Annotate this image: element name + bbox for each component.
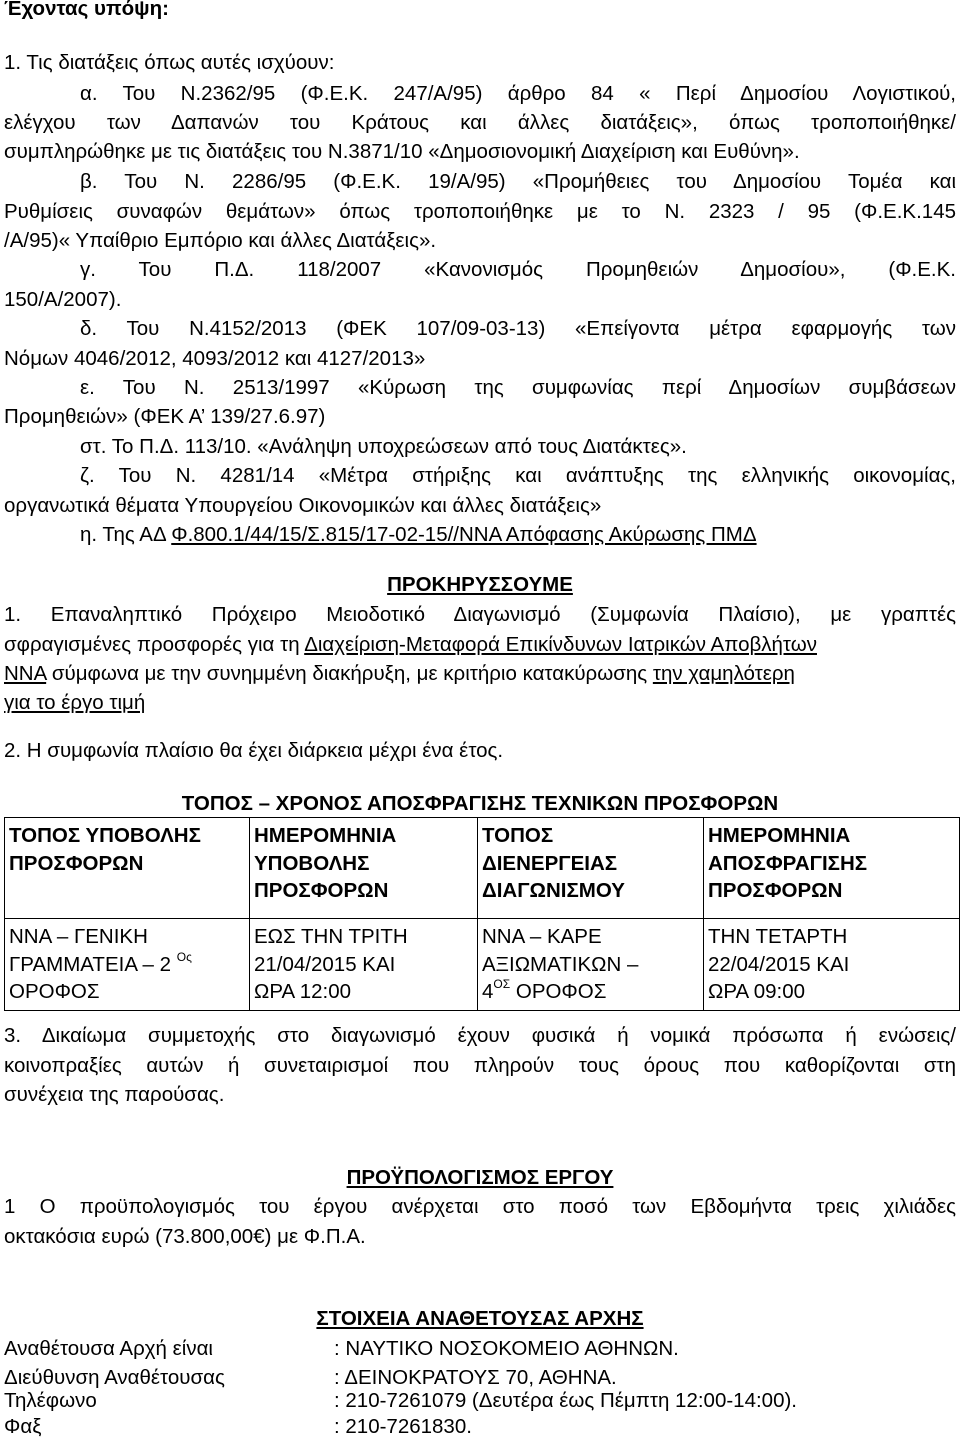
- authority-row: [4, 1336, 679, 1363]
- budget-title: ΠΡΟΫΠΟΛΟΓΙΣΜΟΣ ΕΡΓΟΥ: [346, 1166, 614, 1189]
- cell-text: ΝΝΑ – ΚΑΡΕ: [482, 925, 602, 948]
- cell-date-submission: [250, 919, 478, 1011]
- right-3-line3: συνέχεια της παρούσας.: [4, 1083, 225, 1106]
- item-h: [80, 522, 757, 549]
- cell-text-main: 4: [482, 980, 494, 1004]
- item-b-line1: β. Του Ν. 2286/95 (Φ.Ε.Κ. 19/Α/95) «Προμήθειες του Δημοσίου Τομέα και: [80, 170, 956, 193]
- proclaim-1-line2-prefix: σφραγισμένες προσφορές για τη: [4, 633, 305, 656]
- item-e-line2: Προμηθειών» (ΦΕΚ Α’ 139/27.6.97): [4, 405, 326, 428]
- proclaim-1-line1: 1. Επαναληπτικό Πρόχειρο Μειοδοτικό Διαγωνισμό (Συμφωνία Πλαίσιο), με γραπτές: [4, 603, 956, 626]
- header-text: ΤΟΠΟΣ ΥΠΟΒΟΛΗΣ: [9, 824, 201, 847]
- cell-text: ΤΗΝ ΤΕΤΑΡΤΗ: [708, 925, 848, 948]
- proclaim-1-line4: για το έργο τιμή: [4, 691, 146, 714]
- cell-place-submission: [5, 919, 250, 1011]
- item-c-line2: 150/Α/2007).: [4, 288, 122, 311]
- heading: Έχοντας υπόψη:: [4, 0, 169, 20]
- header-cell-place-submission: [5, 818, 250, 919]
- authority-key: Τηλέφωνο: [4, 1389, 97, 1412]
- item-c-line1: γ. Του Π.Δ. 118/2007 «Κανονισμός Προμηθειών Δημοσίου», (Φ.Ε.Κ.: [80, 258, 956, 281]
- item-a-line2: ελέγχου των Δαπανών του Κράτους και άλλες διατάξεις», όπως τροποποιήθηκε/: [4, 111, 956, 134]
- header-text: ΔΙΕΝΕΡΓΕΙΑΣ: [482, 851, 618, 875]
- submission-table: [4, 817, 960, 1011]
- item-a-line3: συμπληρώθηκε με τις διατάξεις του Ν.3871/10 «Δημοσιονομική Διαχείριση και Ευθύνη».: [4, 140, 800, 163]
- cell-text: [482, 978, 699, 1006]
- budget-line2: οκτακόσια ευρώ (73.800,00€) με Φ.Π.Α.: [4, 1225, 366, 1248]
- item-1: 1. Τις διατάξεις όπως αυτές ισχύουν:: [4, 51, 335, 74]
- item-h-decision-link: Φ.800.1/44/15/Σ.815/17-02-15//ΝΝΑ Απόφασης Ακύρωσης ΠΜΔ: [171, 523, 757, 546]
- item-d-line1: δ. Του Ν.4152/2013 (ΦΕΚ 107/09-03-13) «Επείγοντα μέτρα εφαρμογής των: [80, 317, 956, 340]
- authority-value: : ΝΑΥΤΙΚΟ ΝΟΣΟΚΟΜΕΙΟ ΑΘΗΝΩΝ.: [334, 1337, 679, 1360]
- cell-date-opening: [704, 919, 960, 1011]
- authority-row: [4, 1388, 797, 1415]
- header-text: ΔΙΑΓΩΝΙΣΜΟΥ: [482, 879, 625, 903]
- cell-text: ΟΡΟΦΟΣ: [9, 980, 100, 1004]
- header-text: ΥΠΟΒΟΛΗΣ: [254, 851, 370, 875]
- cell-text: ΕΩΣ ΤΗΝ ΤΡΙΤΗ: [254, 925, 408, 948]
- header-text: ΠΡΟΣΦΟΡΩΝ: [254, 879, 389, 903]
- proclaim-1-criterion: την χαμηλότερη: [652, 662, 795, 685]
- header-text: ΗΜΕΡΟΜΗΝΙΑ: [254, 824, 397, 847]
- proclaim-1-subject: Διαχείριση-Μεταφορά Επικίνδυνων Ιατρικών Αποβλήτων: [304, 633, 817, 656]
- table-row: [5, 919, 960, 1011]
- proclaim-2: 2. Η συμφωνία πλαίσιο θα έχει διάρκεια μέχρι ένα έτος.: [4, 739, 504, 762]
- header-cell-date-opening: [704, 818, 960, 919]
- authority-key: Αναθέτουσα Αρχή είναι: [4, 1337, 213, 1360]
- budget-line1: 1 Ο προϋπολογισμός του έργου ανέρχεται στο ποσό των Εβδομήντα τρεις χιλιάδες: [4, 1195, 956, 1218]
- item-z-line1: ζ. Του Ν. 4281/14 «Μέτρα στήριξης και ανάπτυξης της ελληνικής οικονομίας,: [80, 464, 956, 487]
- authority-value: : 210-7261079 (Δευτέρα έως Πέμπτη 12:00-14:00).: [334, 1389, 798, 1412]
- item-h-prefix: η. Της ΑΔ: [80, 523, 172, 546]
- cell-text-main: ΓΡΑΜΜΑΤΕΙΑ – 2: [9, 952, 172, 976]
- item-b-line2: Ρυθμίσεις συναφών θεμάτων» όπως τροποποιήθηκε με το Ν. 2323 / 95 (Φ.Ε.Κ.145: [4, 200, 956, 223]
- cell-text: 22/04/2015 ΚΑΙ: [708, 952, 850, 976]
- table-header-row: [5, 818, 960, 919]
- right-3-line1: 3. Δικαίωμα συμμετοχής στο διαγωνισμό έχουν φυσικά ή νομικά πρόσωπα ή ενώσεις/: [4, 1024, 956, 1047]
- header-text: ΗΜΕΡΟΜΗΝΙΑ: [708, 824, 851, 847]
- proclaim-title: ΠΡΟΚΗΡΥΣΣΟΥΜΕ: [387, 573, 573, 596]
- cell-text: 21/04/2015 ΚΑΙ: [254, 952, 396, 976]
- authority-value: : 210-7261830.: [334, 1415, 472, 1438]
- authority-title: ΣΤΟΙΧΕΙΑ ΑΝΑΘΕΤΟΥΣΑΣ ΑΡΧΗΣ: [316, 1307, 644, 1330]
- item-st: στ. Το Π.Δ. 113/10. «Ανάληψη υποχρεώσεων από τους Διατάκτες».: [80, 435, 687, 458]
- authority-value: : ΔΕΙΝΟΚΡΑΤΟΥΣ 70, ΑΘΗΝΑ.: [334, 1366, 617, 1389]
- cell-text: ΑΞΙΩΜΑΤΙΚΩΝ –: [482, 952, 639, 976]
- item-d-line2: Νόμων 4046/2012, 4093/2012 και 4127/2013»: [4, 347, 426, 370]
- header-text: ΑΠΟΣΦΡΑΓΙΣΗΣ: [708, 851, 868, 875]
- proclaim-1-line2: [4, 632, 817, 659]
- proclaim-1-line3-mid: σύμφωνα με την συνημμένη διακήρυξη, με κριτήριο κατακύρωσης: [46, 662, 653, 685]
- cell-text: [9, 951, 245, 979]
- header-text: ΤΟΠΟΣ: [482, 824, 554, 847]
- right-3-line2: κοινοπραξίες αυτών ή συνεταιρισμοί που πληρούν τους όρους που καθορίζονται στη: [4, 1054, 956, 1077]
- ordinal-suffix: Ος: [176, 949, 192, 964]
- item-z-line2: οργανωτικά θέματα Υπουργείου Οικονομικών και άλλες διατάξεις»: [4, 494, 602, 517]
- header-cell-date-submission: [250, 818, 478, 919]
- item-b-line3: /Α/95)« Υπαίθριο Εμπόριο και άλλες Διατάξεις».: [4, 229, 437, 252]
- cell-text: ΩΡΑ 09:00: [708, 980, 806, 1004]
- header-text: ΠΡΟΣΦΟΡΩΝ: [708, 879, 843, 903]
- item-e-line1: ε. Του Ν. 2513/1997 «Κύρωση της συμφωνίας περί Δημοσίων συμβάσεων: [80, 376, 956, 399]
- cell-text: ΝΝΑ – ΓΕΝΙΚΗ: [9, 925, 148, 948]
- proclaim-1-line3: [4, 661, 795, 688]
- proclaim-1-nna: ΝΝΑ: [4, 662, 47, 685]
- cell-text: ΩΡΑ 12:00: [254, 980, 352, 1004]
- authority-row: [4, 1414, 472, 1441]
- item-a-line1: α. Του Ν.2362/95 (Φ.Ε.Κ. 247/Α/95) άρθρο 84 « Περί Δημοσίου Λογιστικού,: [80, 82, 956, 105]
- authority-key: Φαξ: [4, 1415, 42, 1438]
- cell-place-conduct: [478, 919, 704, 1011]
- ordinal-suffix: ΟΣ: [493, 977, 511, 992]
- header-text: ΠΡΟΣΦΟΡΩΝ: [9, 851, 144, 875]
- table-title: ΤΟΠΟΣ – ΧΡΟΝΟΣ ΑΠΟΣΦΡΑΓΙΣΗΣ ΤΕΧΝΙΚΩΝ ΠΡΟΣΦΟΡΩΝ: [181, 792, 779, 815]
- cell-text-rest: ΟΡΟΦΟΣ: [510, 980, 607, 1004]
- header-cell-place-conduct: [478, 818, 704, 919]
- authority-key: Διεύθυνση Αναθέτουσας: [4, 1366, 225, 1389]
